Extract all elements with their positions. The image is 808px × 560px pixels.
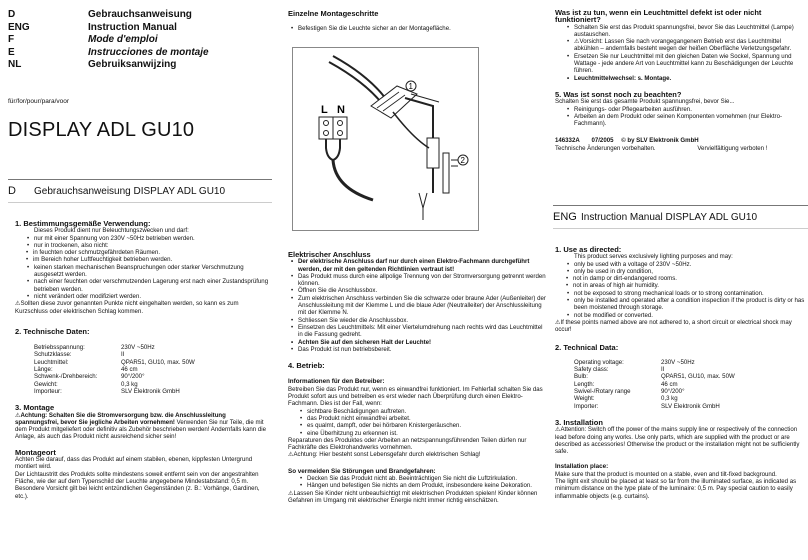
other-notes-list	[555, 106, 805, 128]
list-item: • not in areas of high air humidity.	[573, 282, 807, 289]
lang-code: NL	[8, 59, 22, 70]
spec-key: Importeur:	[34, 387, 62, 395]
paragraph: Make sure that the product is mounted on a stable, even and tilt-fixed background.	[555, 470, 777, 478]
section-bar-english	[553, 205, 808, 229]
for-line: für/for/pour/para/voor	[8, 98, 70, 105]
intro-text: This product serves exclusively lighting purposes and may:	[574, 253, 733, 261]
warning-content: Achtung: Hier besteht sonst Lebensgefahr durch elektrischen Schlag!	[293, 451, 481, 459]
paragraph: Der Lichtaustritt des Produkts sollte mindestens soweit entfernt sein von der angestrahlten Fläche, wie der auf dem Typenschild der Leuchte angegebene Mindestabstand: 0,5 m. Besondere Vorsicht gilt bei leicht entzündlichen Gegenständen (z. B.: Vorhänge, Gardinen, etc.).	[15, 470, 260, 500]
spec-key: Betriebsspannung:	[34, 344, 85, 352]
subheading: So vermeiden Sie Störungen und Brandgefahren:	[288, 467, 436, 475]
spec-value: QPAR51, GU10, max. 50W	[661, 373, 735, 381]
list-item: • only be installed and operated after a condition inspection if the product is dirty or has been moistened through storage.	[574, 297, 807, 312]
spec-key: Importer:	[574, 402, 599, 410]
lang-code: ENG	[8, 21, 30, 33]
list-item: • Das Produkt muss durch eine allpolige Trennung von der Stromversorgung getrennt werden können.	[298, 273, 548, 288]
list-item: • sichtbare Beschädigungen auftreten.	[307, 408, 548, 415]
list-item: • nicht verändert oder modifiziert werden.	[34, 293, 270, 300]
list-item: • nach einer feuchten oder verschmutzenden Lagerung erst nach einer Zustandsprüfung betrieben werden.	[34, 278, 270, 293]
heading: Einzelne Montageschritte	[288, 9, 379, 18]
subheading: Informationen für den Betreiber:	[288, 378, 385, 386]
usage-sublist	[555, 275, 807, 290]
list-item: • nur mit einer Spannung von 230V ~50Hz betrieben werden.	[34, 235, 270, 242]
list-item	[574, 38, 805, 53]
warning-content: Lassen Sie Kinder nicht unbeaufsichtigt mit elektrischen Produkten spielen! Kinder können Gefahren im Umgang mit elektrischer Energie nicht immer richtig einschätzen.	[288, 489, 538, 504]
list-item: • nur in trockenen, also nicht:	[34, 242, 270, 249]
paragraph: Achten Sie darauf, dass das Produkt auf einem stabilen, ebenen, kippfesten Untergrund montiert wird.	[15, 456, 253, 471]
list-item: • eine Überhitzung zu erkennen ist.	[307, 430, 548, 437]
spec-value: II	[661, 366, 665, 374]
column-german-electrics	[287, 0, 549, 560]
electrical-list	[288, 258, 548, 353]
spec-key: Schutzklasse:	[34, 351, 72, 359]
list-item: • Arbeiten an dem Produkt oder seinen Komponenten vornehmen (nur Elektro-Fachmann).	[574, 113, 805, 128]
table-row	[574, 388, 735, 395]
table-row	[574, 366, 735, 373]
list-item: • keinen starken mechanischen Beanspruchungen oder starker Verschmutzung ausgesetzt werden.	[34, 264, 270, 279]
spec-value: 46 cm	[121, 366, 138, 374]
table-row	[34, 359, 195, 366]
heading: 5. Was ist sonst noch zu beachten?	[555, 89, 682, 99]
list-item: • Öffnen Sie die Anschlussbox.	[298, 287, 548, 294]
fault-list	[288, 408, 548, 437]
list-item: • Achten Sie auf den sicheren Halt der Leuchte!	[298, 339, 548, 346]
terminal-L-label: L	[321, 104, 328, 116]
footer-code: 146332A	[555, 137, 580, 145]
section-code: D	[8, 185, 16, 197]
heading: Elektrischer Anschluss	[288, 250, 371, 259]
warning-text	[288, 451, 548, 458]
lang-code: D	[8, 9, 16, 20]
footer	[555, 137, 805, 144]
spec-key: Safety class:	[574, 366, 609, 374]
spec-key: Operating voltage:	[574, 358, 624, 366]
warning-text	[288, 490, 548, 505]
table-row	[34, 351, 195, 358]
warning-bold: Achtung: Schalten Sie die Stromversorgung bzw. die Anschlussleitung spannungsfrei, bevor Sie jegliche Arbeiten vornehmen!	[15, 411, 226, 426]
heading: 1. Use as directed:	[555, 245, 622, 254]
list-item: • in feuchten oder schmutzgefährdeten Räumen.	[33, 249, 270, 256]
list-item: • Hängen und befestigen Sie nichts an dem Produkt, insbesondere keine Dekoration.	[307, 482, 548, 489]
paragraph: Reparaturen des Produktes oder Arbeiten an netzspannungsführenden Teilen dürfen nur Fachkräfte des Elektrohandwerks vornehmen.	[288, 436, 527, 452]
paragraph: Schalten Sie erst das gesamte Produkt spannungsfrei, bevor Sie...	[555, 98, 735, 106]
heading: Montageort	[15, 447, 56, 457]
list-item: • not in damp or dirt-endangered rooms.	[573, 275, 807, 282]
spec-key: Länge:	[34, 366, 53, 374]
product-title: DISPLAY ADL GU10	[8, 119, 195, 141]
lamp-defect-section	[555, 9, 805, 152]
list-item: • Der elektrische Anschluss darf nur durch einen Elektro-Fachmann durchgeführt werden, der mit den geltenden Richtlinien vertraut ist!	[298, 258, 548, 273]
spec-value: 230V ~50Hz	[661, 358, 695, 366]
paragraph: Betreiben Sie das Produkt nur, wenn es einwandfrei funktioniert. Im Fehlerfall schalten Sie das Produkt sofort aus und betreiben es erst wieder nach Überprüfung durch einen Elektro-Fachmann. Dies ist der Fall, wenn:	[288, 385, 543, 408]
usage-list	[15, 235, 270, 250]
spec-key: Bulb:	[574, 373, 588, 381]
heading: 2. Technische Daten:	[15, 326, 90, 336]
section-title: Gebrauchsanweisung DISPLAY ADL GU10	[34, 185, 226, 197]
table-row	[34, 388, 195, 395]
section-title: Instruction Manual DISPLAY ADL GU10	[581, 211, 758, 223]
list-item: • Leuchtmittelwechsel: s. Montage.	[574, 75, 805, 82]
spec-key: Leuchtmittel:	[34, 358, 69, 366]
list-item: • Decken Sie das Produkt nicht ab. Beeinträchtigen Sie nicht die Luftzirkulation.	[307, 475, 548, 482]
terminal-N-label: N	[337, 104, 345, 116]
table-row	[574, 373, 735, 380]
language-list	[8, 9, 209, 72]
usage-list-2	[555, 290, 807, 319]
section-bar-german	[8, 179, 272, 203]
heading: 3. Installation	[555, 417, 603, 427]
table-row	[34, 366, 195, 373]
spec-key: Weight:	[574, 395, 595, 403]
table-row	[34, 373, 195, 380]
lang-code: F	[8, 34, 15, 45]
list-item: • Das Produkt ist nun betriebsbereit.	[298, 346, 548, 353]
warning-content: Verwenden Sie nur Teile, die mit dem Produkt mitgeliefert oder definitiv als Zubehör beschrieben werden! Andernfalls kann die Anlage, als auch das Produkt nicht ausreichend sicher sein!	[15, 418, 267, 441]
heading: 1. Bestimmungsgemäße Verwendung:	[15, 219, 151, 228]
spec-key: Length:	[574, 380, 595, 388]
german-body	[15, 220, 270, 500]
warning-text	[15, 300, 270, 315]
section-code: ENG	[553, 211, 577, 223]
heading: 2. Technical Data:	[555, 342, 619, 352]
list-item: • Schalten Sie erst das Produkt spannungsfrei, bevor Sie das Leuchtmittel (Lampe) austauschen.	[574, 24, 805, 39]
spec-key: Gewicht:	[34, 380, 58, 388]
list-item: • not be exposed to strong mechanical loads or to strong contamination.	[574, 290, 807, 297]
list-item: • Zum elektrischen Anschluss verbinden Sie die schwarze oder braune Ader (Außenleiter) der Anschlussleitung mit der Klemme L und die blaue Ader (Neutralleiter) der Anschlussleitung mit der Klemme N.	[298, 295, 548, 317]
list-item: • im Bereich hoher Luftfeuchtigkeit betrieben werden.	[33, 256, 270, 263]
lang-name: Gebrauchsanweisung	[88, 9, 192, 20]
lang-name: Instrucciones de montaje	[88, 46, 209, 58]
spec-value: QPAR51, GU10, max. 50W	[121, 358, 195, 366]
callout-1: 1	[408, 82, 413, 91]
list-item: • only be used in dry condition,	[574, 268, 807, 275]
callout-2: 2	[460, 156, 465, 165]
usage-sublist	[15, 249, 270, 264]
table-row	[34, 381, 195, 388]
prevention-list	[288, 475, 548, 490]
table-row	[574, 403, 735, 410]
warning-content: Attention: Switch off the power of the mains supply line or respectively of the connection lead before doing any works. Use only parts, which are supplied with the product or are described as accessories! Otherwise the product or the installation might not be sufficiently safe.	[555, 426, 800, 456]
lamp-defect-list	[555, 24, 805, 82]
heading: Was ist zu tun, wenn ein Leuchtmittel defekt ist oder nicht funktioniert?	[555, 8, 762, 25]
table-row	[574, 381, 735, 388]
list-item-text: Vorsicht: Lassen Sie nach vorangegangenem Betrieb erst das Leuchtmittel abkühlen – andernfalls besteht wegen der heißen Oberfläche Verletzungsgefahr.	[574, 38, 792, 53]
footer-note-row	[555, 145, 805, 152]
table-row	[34, 344, 195, 351]
column-english	[551, 0, 808, 560]
warning-content: If these points named above are not adhered to, a short circuit or electrical shock may occur!	[555, 318, 792, 334]
paragraph: The light exit should be placed at least so far from the illuminated surface, as indicated as minimum distance on the type plate of the luminaire: 0,5 m. Pay special caution to easily inflammable objects (e.g. curtains).	[555, 478, 797, 500]
footer-note-2: Vervielfältigung verboten !	[697, 144, 768, 152]
spec-value: 0,3 kg	[121, 380, 138, 388]
spec-table	[574, 359, 735, 410]
footer-date: 07/2005	[591, 137, 614, 145]
table-row	[574, 359, 735, 366]
warning-text	[555, 319, 807, 334]
table-row	[574, 395, 735, 402]
list-item: • not be modified or converted.	[574, 312, 807, 319]
spec-value: 46 cm	[661, 380, 678, 388]
spec-key: Schwenk-/Drehbereich:	[34, 373, 98, 381]
electrical-section	[288, 251, 548, 504]
list-item: • das Produkt nicht einwandfrei arbeitet.	[307, 415, 548, 422]
list-item: • Einsetzen des Leuchtmittels: Mit einer Viertelumdrehung nach rechts wird das Leuchtmittel in die Fassung gedreht.	[298, 324, 548, 339]
warning-text	[555, 426, 807, 455]
list-item: • Reinigungs- oder Pflegearbeiten ausführen.	[574, 106, 805, 113]
intro-text: Dieses Produkt dient nur Beleuchtungszwecken und darf:	[34, 227, 189, 235]
list-item: • Ersetzen Sie nur Leuchtmittel mit den gleichen Daten wie Sockel, Spannung und Wattage - jede andere Art von Leuchtmittel kann zu Beschädigungen der Leuchte führen.	[574, 53, 805, 75]
list-item: • Schliessen Sie wieder die Anschlussbox.	[298, 317, 548, 324]
subheading: Installation place:	[555, 463, 609, 471]
lang-name: Instruction Manual	[88, 21, 177, 33]
spec-value: 230V ~50Hz	[121, 344, 155, 352]
footer-note: Technische Änderungen vorbehalten.	[555, 144, 656, 152]
list-item: • Befestigen Sie die Leuchte sicher an der Montagefläche.	[298, 25, 546, 32]
spec-key: Swivel-/Rotary range	[574, 388, 631, 396]
spec-value: 90°/200°	[121, 373, 145, 381]
list-item: • only be used with a voltage of 230V ~50Hz.	[574, 261, 807, 268]
list-item: • es qualmt, dampft, oder bei hörbaren Knistergeräuschen.	[307, 422, 548, 429]
spec-value: SLV Elektronik GmbH	[661, 402, 720, 410]
spec-value: SLV Elektronik GmbH	[121, 387, 180, 395]
column-german-intro	[0, 0, 272, 560]
warning-content: Sollten diese zuvor genannten Punkte nicht eingehalten werden, so kann es zum Kurzschluss oder elektrischen Schlag kommen.	[15, 300, 239, 315]
spec-value: 90°/200°	[661, 388, 685, 396]
usage-list	[555, 261, 807, 276]
spec-value: II	[121, 351, 125, 359]
heading: 3. Montage	[15, 403, 55, 413]
spec-value: 0,3 kg	[661, 395, 678, 403]
lang-name: Gebruiksanwijzing	[88, 59, 177, 70]
usage-list-2	[15, 264, 270, 300]
footer-copyright: © by SLV Elektronik GmbH	[621, 137, 699, 145]
spec-table	[34, 344, 195, 395]
english-body	[555, 246, 807, 500]
lang-name: Mode d'emploi	[88, 34, 158, 45]
heading: 4. Betrieb:	[288, 361, 325, 371]
warning-text	[15, 412, 270, 441]
lang-code: E	[8, 46, 15, 58]
